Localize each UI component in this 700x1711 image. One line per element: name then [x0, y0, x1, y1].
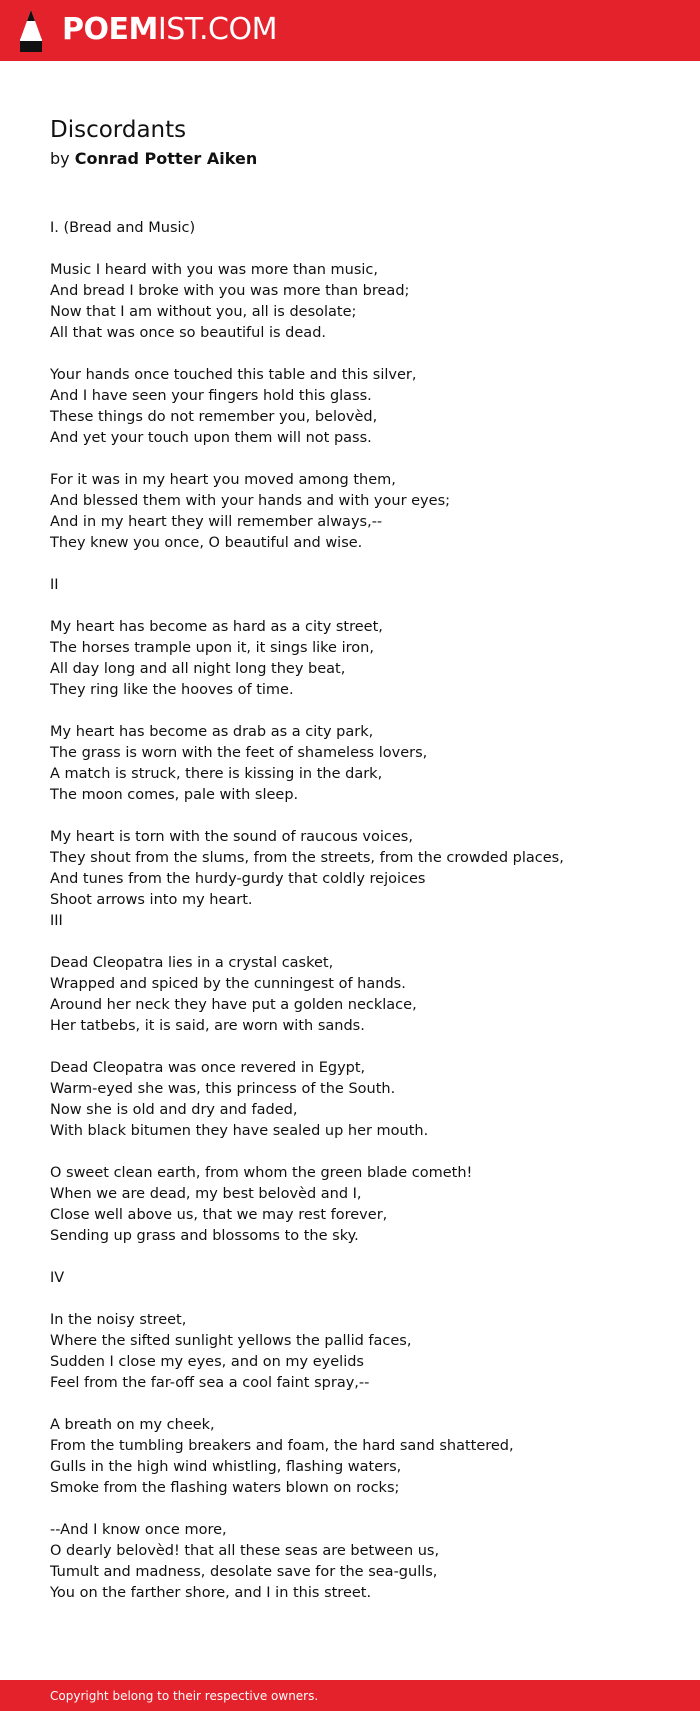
pencil-icon[interactable] — [18, 10, 44, 52]
brand-light: IST.COM — [157, 12, 277, 47]
byline — [50, 148, 257, 170]
brand-bold: POEM — [62, 12, 158, 47]
byline-prefix: by — [50, 149, 70, 168]
site-header — [0, 0, 700, 61]
copyright-text: Copyright belong to their respective owners. — [50, 1689, 319, 1703]
poem-title: Discordants — [50, 117, 187, 143]
author-name: Conrad Potter Aiken — [74, 149, 258, 168]
site-footer — [0, 1680, 700, 1711]
poem-body: I. (Bread and Music) Music I heard with you was more than music, And bread I broke with you was more than bread; Now that I am without you, all is desolate; All that was once so beautiful is dead. Your hands once touched this table and this silver, And I have seen your fingers hold this glass. These things do not remember you, belovèd, And yet your touch upon them will not pass. For it was in my heart you moved among them, And blessed them with your hands and with your eyes; And in my heart they will remember always,-- They knew you once, O beautiful and wise. II My heart has become as hard as a city street, The horses trample upon it, it sings like iron, All day long and all night long they beat, They ring like the hooves of time. My heart has become as drab as a city park, The grass is worn with the feet of shameless lovers, A match is struck, there is kissing in the dark, The moon comes, pale with sleep. My heart is torn with the sound of raucous voices, They shout from the slums, from the streets, from the crowded places, And tunes from the hurdy-gurdy that coldly rejoices Shoot arrows into my heart. III Dead Cleopatra lies in a crystal casket, Wrapped and spiced by the cunningest of hands. Around her neck they have put a golden necklace, Her tatbebs, it is said, are worn with sands. Dead Cleopatra was once revered in Egypt, Warm-eyed she was, this princess of the South. Now she is old and dry and faded, With black bitumen they have sealed up her mouth. O sweet clean earth, from whom the green blade cometh! When we are dead, my best belovèd and I, Close well above us, that we may rest forever, Sending up grass and blossoms to the sky. IV In the noisy street, Where the sifted sunlight yellows the pallid faces, Sudden I close my eyes, and on my eyelids Feel from the far-off sea a cool faint spray,-- A breath on my cheek, From the tumbling breakers and foam, the hard sand shattered, Gulls in the high wind whistling, flashing waters, Smoke from the flashing waters blown on rocks; --And I know once more, O dearly belovèd! that all these seas are between us, Tumult and madness, desolate save for the sea-gulls, You on the farther shore, and I in this street. — [50, 220, 564, 1601]
site-logo[interactable] — [62, 12, 277, 48]
